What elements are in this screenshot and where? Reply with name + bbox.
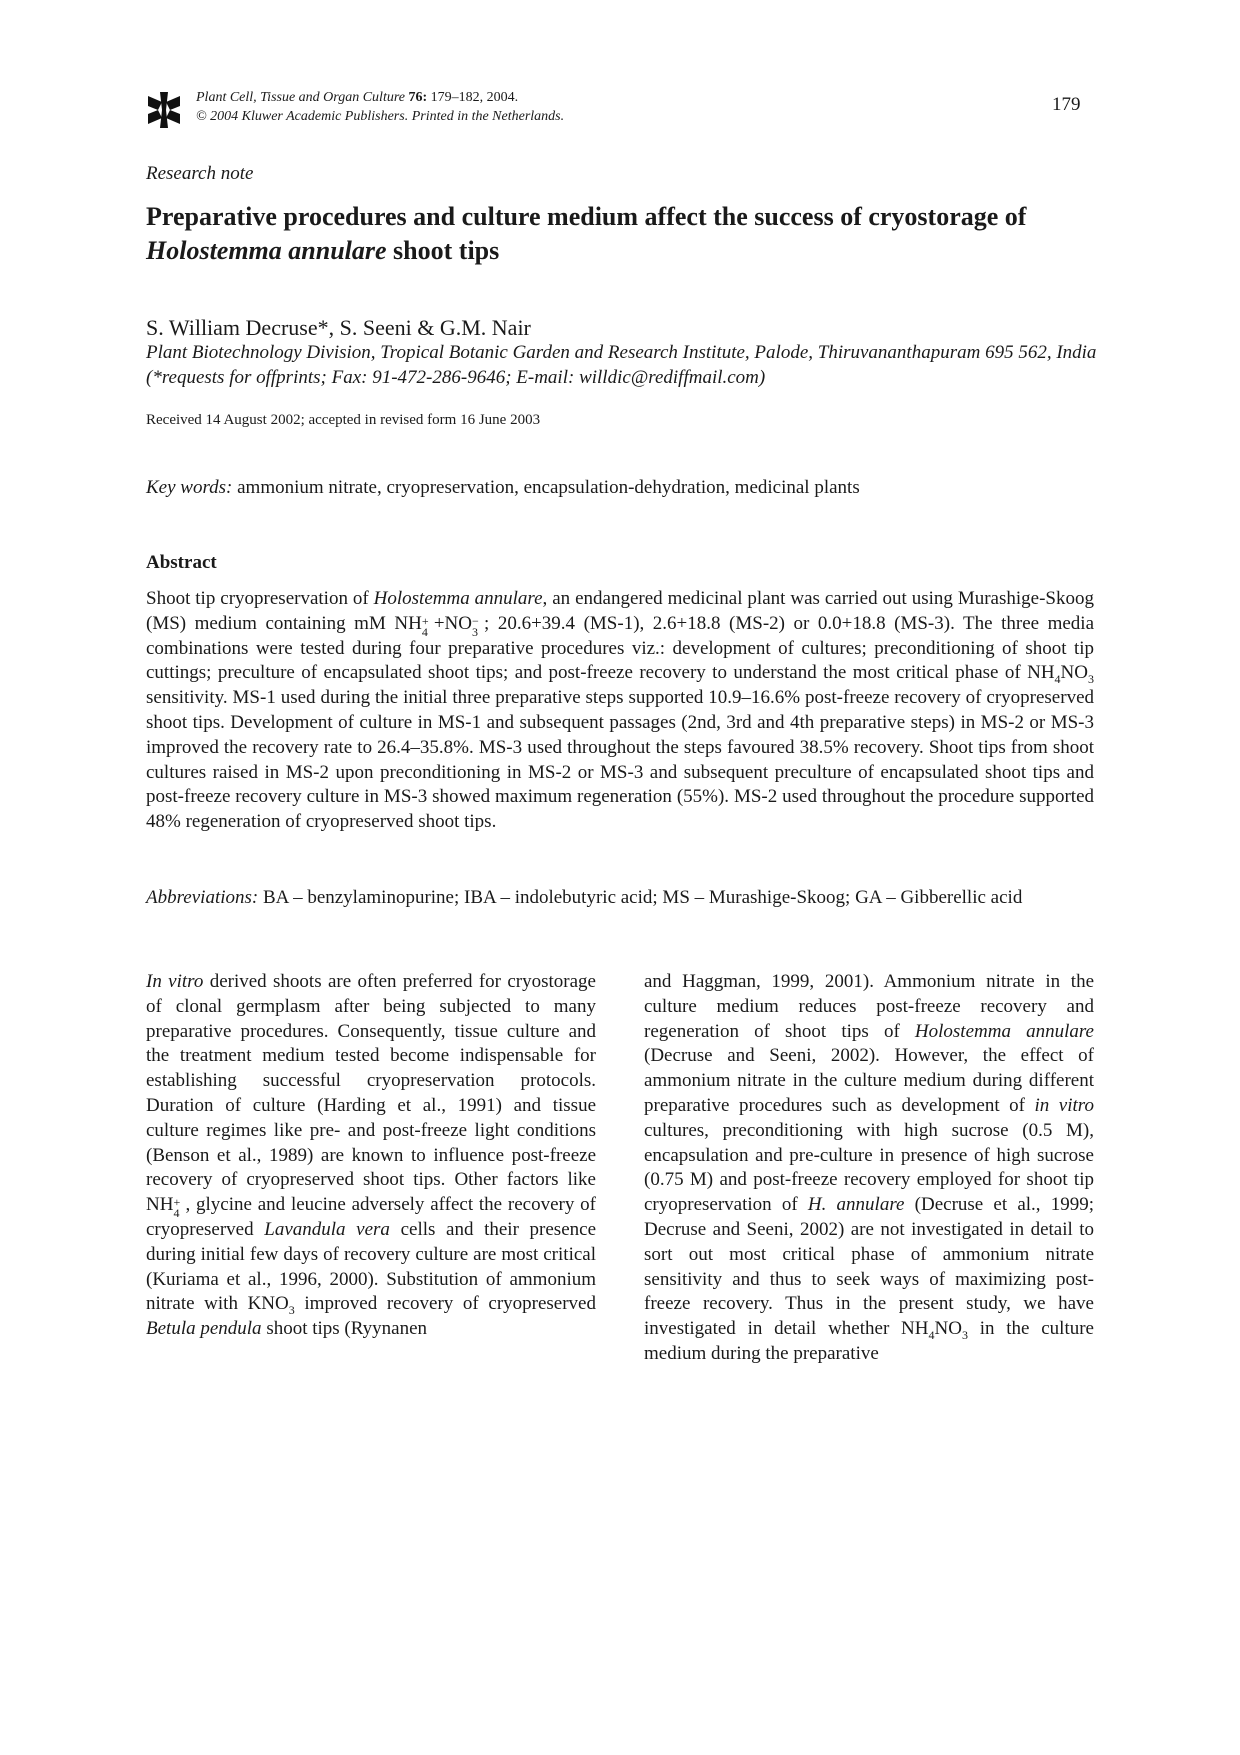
body-column-left: In vitro derived shoots are often preferred for cryostorage of clonal germplasm after being subjected to many preparative procedures. Consequently, tissue culture and the treatment medium tested become indispensable for establishing successful cryopreservation protocols. Duration of culture (Harding et al., 1991) and tissue culture regimes like pre- and post-freeze light conditions (Benson et al., 1989) are known to influence post-freeze recovery of cryopreserved shoot tips. Other factors like NH + 4 , glycine and leucine adversely affect the recovery of cryopreserved Lavandula vera cells and their presence during initial few days of recovery culture are most critical (Kuriama et al., 1996, 2000). Substitution of ammonium nitrate with $KNO_3$ improved recovery of cryopreserved Betula pendula shoot tips (Ryynanen bbox=[146, 971, 597, 1340]
page-number: 179 bbox=[1052, 94, 1081, 115]
keywords-text: ammonium nitrate, cryopreservation, encapsulation-dehydration, medicinal plants bbox=[232, 477, 860, 498]
keywords bbox=[146, 477, 1096, 499]
copyright-line: © 2004 Kluwer Academic Publishers. Printed in the Netherlands. bbox=[196, 109, 565, 124]
journal-pages: 179–182, 2004. bbox=[427, 90, 519, 105]
body-column-right: and Haggman, 1999, 2001). Ammonium nitrate in the culture medium reduces post-freeze recovery and regeneration of shoot tips of Holostemma annulare (Decruse and Seeni, 2002). However, the effect of ammonium nitrate in the culture medium during different preparative procedures such as development of in vitro cultures, preconditioning with high sucrose (0.5 M), encapsulation and pre-culture in presence of high sucrose (0.75 M) and post-freeze recovery employed for shoot tip cryopreservation of H. annulare (Decruse et al., 1999; Decruse and Seeni, 2002) are not investigated in detail to sort out most critical phase of ammonium nitrate sensitivity and thus to seek ways of maximizing post-freeze recovery. Thus in the present study, we have investigated in detail whether $NH_4NO_3$ in the culture medium during the preparative bbox=[644, 971, 1095, 1364]
abbreviations bbox=[146, 885, 1094, 910]
journal-volume: 76: bbox=[408, 90, 428, 105]
title-text-end: shoot tips bbox=[386, 236, 500, 265]
author-list: S. William Decruse*, S. Seeni & G.M. Nair bbox=[146, 315, 531, 340]
journal-name: Plant Cell, Tissue and Organ Culture bbox=[196, 90, 405, 105]
title-text: Preparative procedures and culture medium affect the success of cryostorage of bbox=[146, 202, 1027, 231]
abstract-heading: Abstract bbox=[146, 552, 217, 573]
journal-citation bbox=[196, 88, 564, 126]
title-species: Holostemma annulare bbox=[146, 236, 387, 265]
abstract-text: Shoot tip cryopreservation of Holostemma annulare, an endangered medicinal plant was carried out using Murashige-Skoog (MS) medium containing mM NH + 4 +NO − 3 ; 20.6+39.4 (MS-1), 2.6+18.8 (MS-2) or 0.0+18.8 (MS-3). The three media combinations were tested during four preparative procedures viz.: development of cultures; preconditioning of shoot tip cuttings; preculture of encapsulated shoot tips; and post-freeze recovery to understand the most critical phase of $NH_4NO_3$ sensitivity. MS-1 used during the initial three preparative steps supported 10.9–16.6% post-freeze recovery of cryopreserved shoot tips. Development of culture in MS-1 and subsequent passages (2nd, 3rd and 4th preparative steps) in MS-2 or MS-3 improved the recovery rate to 26.4–35.8%. MS-3 used throughout the steps favoured 38.5% recovery. Shoot tips from shoot cultures raised in MS-2 upon preconditioning in MS-2 or MS-3 and subsequent preculture of encapsulated shoot tips and post-freeze recovery culture in MS-3 showed maximum regeneration (55%). MS-2 used throughout the procedure supported 48% regeneration of cryopreserved shoot tips. bbox=[146, 588, 1095, 833]
received-date: Received 14 August 2002; accepted in revised form 16 June 2003 bbox=[146, 412, 541, 428]
abbreviations-label: Abbreviations: bbox=[146, 887, 259, 908]
abbreviations-text: BA – benzylaminopurine; IBA – indolebutyric acid; MS – Murashige-Skoog; GA – Gibberellic acid bbox=[258, 887, 1023, 908]
section-label: Research note bbox=[146, 163, 254, 184]
keywords-label: Key words: bbox=[146, 477, 233, 498]
publisher-logo-icon bbox=[146, 90, 182, 130]
article-title bbox=[146, 200, 1106, 268]
affiliation: Plant Biotechnology Division, Tropical Botanic Garden and Research Institute, Palode, Thiruvananthapuram 695 562, India (*requests for offprints; Fax: 91-472-286-9646; E-mail: willdic@rediffmail.com) bbox=[146, 342, 1097, 388]
